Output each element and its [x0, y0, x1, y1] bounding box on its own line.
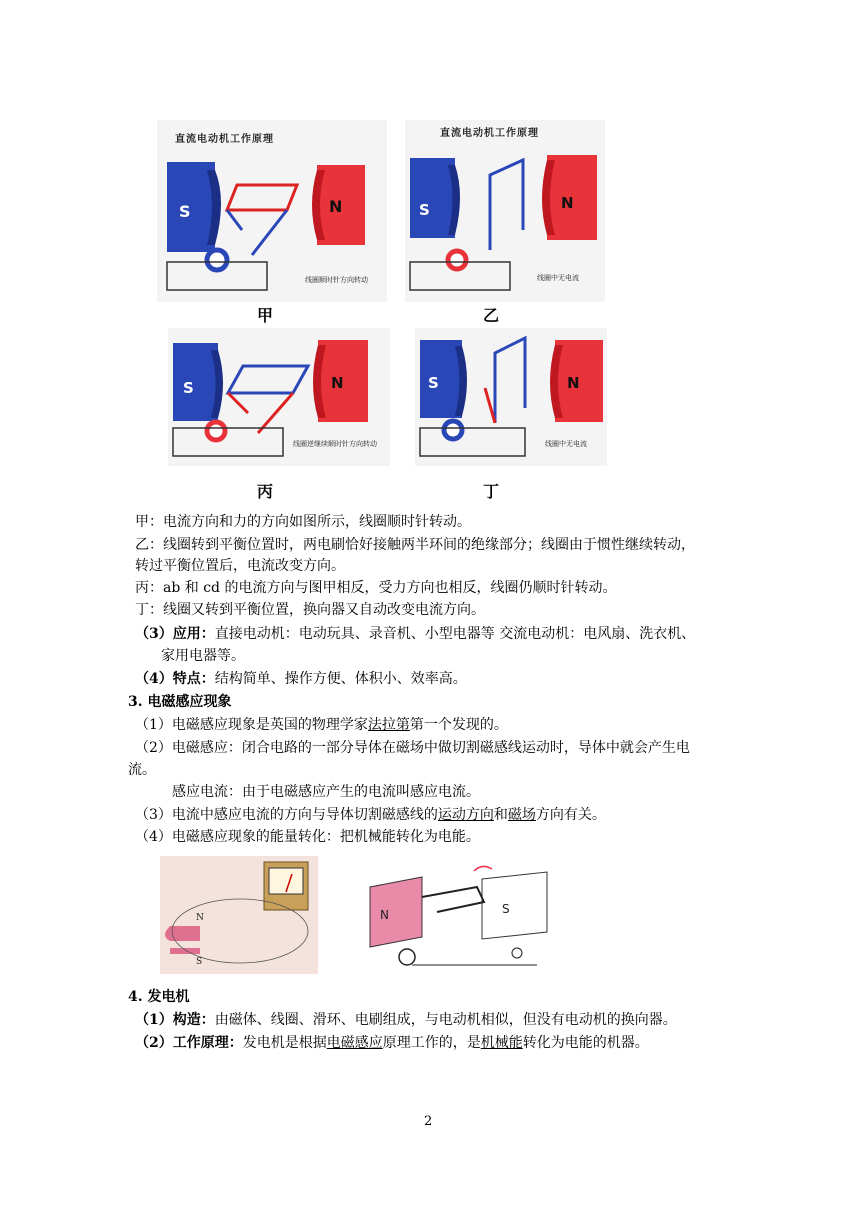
svg-text:N: N	[567, 374, 580, 392]
svg-text:S: S	[428, 374, 439, 392]
generator-diagram	[362, 857, 560, 977]
application-line-2: 家用电器等。	[161, 648, 245, 664]
svg-text:线圈中无电流: 线圈中无电流	[537, 274, 579, 282]
svg-text:N: N	[561, 194, 574, 212]
faraday-underlined: 法拉第	[367, 717, 410, 733]
svg-text:线圈中无电流: 线圈中无电流	[545, 440, 587, 448]
svg-text:N: N	[329, 197, 343, 216]
svg-text:线圈顺时针方向转动: 线圈顺时针方向转动	[305, 276, 368, 284]
galvanometer-photo	[160, 856, 318, 974]
text-yi-2: 转过平衡位置后，电流改变方向。	[135, 558, 345, 574]
svg-text:线圈逆继续顺时针方向转动: 线圈逆继续顺时针方向转动	[293, 440, 377, 448]
caption-bing: 丙	[257, 482, 274, 501]
svg-text:S: S	[196, 957, 203, 967]
caption-ding: 丁	[483, 482, 500, 501]
text-ding: 丁：线圈又转到平衡位置，换向器又自动改变电流方向。	[135, 602, 485, 618]
section-4-heading: 4. 发电机	[128, 989, 190, 1005]
application-line	[135, 624, 695, 644]
em-4: （4）电磁感应现象的能量转化：把机械能转化为电能。	[135, 829, 480, 845]
svg-text:S: S	[179, 202, 191, 221]
em-2-1: （2）电磁感应：闭合电路的一部分导体在磁场中做切割磁感线运动时，导体中就会产生电	[135, 740, 690, 756]
section-3-heading: 3. 电磁感应现象	[128, 694, 232, 710]
figure-title: 直流电动机工作原理	[440, 128, 539, 139]
svg-text:N: N	[331, 374, 344, 392]
svg-text:S: S	[502, 902, 510, 916]
feature-label: （4）特点：	[135, 671, 215, 687]
motor-figure-bing	[168, 328, 390, 466]
text-bing: 丙：ab 和 cd 的电流方向与图甲相反，受力方向也相反，线圈仍顺时针转动。	[135, 580, 617, 596]
text-jia: 甲：电流方向和力的方向如图所示，线圈顺时针转动。	[135, 514, 471, 530]
application-text: 直接电动机：电动玩具、录音机、小型电器等 交流电动机：电风扇、洗衣机、	[214, 626, 696, 642]
svg-text:N: N	[380, 908, 389, 922]
svg-text:N: N	[196, 913, 204, 923]
svg-text:S: S	[183, 379, 194, 397]
figure-title: 直流电动机工作原理	[175, 134, 274, 145]
caption-yi: 乙	[483, 306, 500, 325]
motor-figure-yi	[405, 120, 605, 302]
em-3: （3）电流中感应电流的方向与导体切割磁感线的运动方向和磁场方向有关。	[135, 807, 606, 823]
page-number: 2	[424, 1114, 433, 1129]
em-1: （1）电磁感应现象是英国的物理学家法拉第第一个发现的。	[135, 717, 508, 733]
text-yi-1: 乙：线圈转到平衡位置时，两电刷恰好接触两半环间的绝缘部分；线圈由于惯性继续转动，	[135, 537, 695, 553]
generator-principle: （2）工作原理：发电机是根据电磁感应原理工作的，是机械能转化为电能的机器。	[135, 1035, 649, 1051]
em-2-2: 流。	[128, 762, 156, 778]
application-label: （3）应用：	[135, 626, 215, 642]
em-2-3: 感应电流：由于电磁感应产生的电流叫感应电流。	[172, 784, 480, 800]
generator-structure: （1）构造：由磁体、线圈、滑环、电刷组成，与电动机相似，但没有电动机的换向器。	[135, 1012, 677, 1028]
feature-line	[135, 669, 467, 689]
caption-jia: 甲	[257, 306, 274, 325]
feature-text: 结构简单、操作方便、体积小、效率高。	[214, 671, 467, 687]
svg-text:S: S	[419, 201, 430, 219]
motor-figure-ding	[415, 328, 607, 466]
motor-figure-jia	[157, 120, 387, 302]
